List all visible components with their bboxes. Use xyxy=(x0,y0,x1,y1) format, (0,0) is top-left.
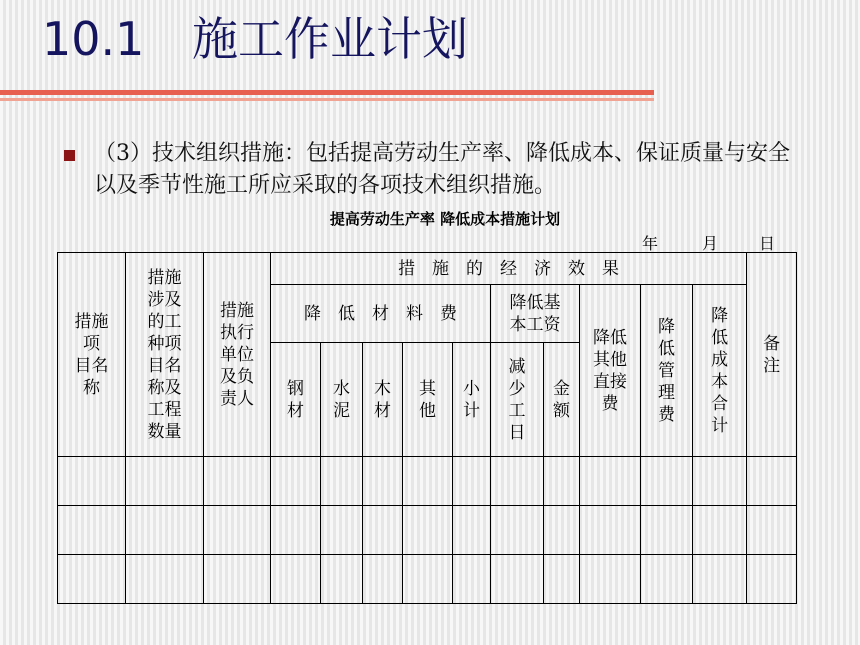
table-cell xyxy=(693,555,747,604)
table-cell xyxy=(321,457,363,506)
table-cell xyxy=(271,555,321,604)
date-year: 年 xyxy=(642,234,659,253)
header-remarks: 备 注 xyxy=(747,253,797,457)
table-cell xyxy=(580,457,641,506)
table-cell xyxy=(544,506,580,555)
table-cell xyxy=(271,457,321,506)
header-total-cost-reduction: 降 低 成 本 合 计 xyxy=(693,285,747,457)
bullet-square-icon xyxy=(64,150,75,161)
table-cell xyxy=(403,457,453,506)
table-cell xyxy=(403,555,453,604)
section-number: 10.1 xyxy=(42,12,145,66)
slide-title xyxy=(42,2,468,76)
header-item-name: 措施 项 目名 称 xyxy=(58,253,126,457)
table-cell xyxy=(641,457,693,506)
title-underline-light xyxy=(0,98,654,101)
table-cell xyxy=(544,457,580,506)
date-month: 月 xyxy=(702,234,719,253)
table-cell xyxy=(403,506,453,555)
header-cement: 水 泥 xyxy=(321,343,363,457)
table-cell xyxy=(126,506,204,555)
measures-plan-table xyxy=(57,252,797,604)
table-cell xyxy=(363,555,403,604)
table-cell xyxy=(580,555,641,604)
table-title: 提高劳动生产率 降低成本措施计划 xyxy=(329,210,561,228)
table-cell xyxy=(271,506,321,555)
header-labor-cost: 降低基 本工资 xyxy=(491,285,580,343)
table-cell xyxy=(580,506,641,555)
table-cell xyxy=(747,506,797,555)
table-cell xyxy=(321,506,363,555)
table-cell xyxy=(641,506,693,555)
table-cell xyxy=(204,506,271,555)
table-cell xyxy=(747,457,797,506)
table-cell xyxy=(491,506,544,555)
table-cell xyxy=(491,555,544,604)
table-row xyxy=(58,506,797,555)
table-cell xyxy=(363,506,403,555)
section-title: 施工作业计划 xyxy=(192,12,468,66)
table-cell xyxy=(747,555,797,604)
table-cell xyxy=(544,555,580,604)
table-row xyxy=(58,457,797,506)
table-cell xyxy=(58,457,126,506)
header-steel: 钢 材 xyxy=(271,343,321,457)
table-cell xyxy=(363,457,403,506)
table-cell xyxy=(204,555,271,604)
header-management-fee: 降 低 管 理 费 xyxy=(641,285,693,457)
table-cell xyxy=(641,555,693,604)
table-cell xyxy=(204,457,271,506)
header-executor: 措施 执行 单位 及负 责人 xyxy=(204,253,271,457)
table-cell xyxy=(58,506,126,555)
header-reduced-workdays: 减 少 工 日 xyxy=(491,343,544,457)
table-cell xyxy=(693,457,747,506)
table-cell xyxy=(453,506,491,555)
table-cell xyxy=(491,457,544,506)
table-cell xyxy=(693,506,747,555)
date-day: 日 xyxy=(759,234,776,253)
header-subtotal: 小 计 xyxy=(453,343,491,457)
table-cell xyxy=(321,555,363,604)
table-cell xyxy=(453,555,491,604)
header-other-direct-cost: 降低 其他 直接 费 xyxy=(580,285,641,457)
header-economic-effect: 措 施 的 经 济 效 果 xyxy=(271,253,747,285)
bullet-paragraph: （3）技术组织措施：包括提高劳动生产率、降低成本、保证质量与安全以及季节性施工所应采取的各项技术组织措施。 xyxy=(94,141,790,198)
table-row xyxy=(58,555,797,604)
title-underline xyxy=(0,90,654,95)
header-scope: 措施 涉及 的工 种项 目名 称及 工程 数量 xyxy=(126,253,204,457)
header-amount: 金 额 xyxy=(544,343,580,457)
header-material-cost: 降 低 材 料 费 xyxy=(271,285,491,343)
table-cell xyxy=(126,555,204,604)
header-other: 其 他 xyxy=(403,343,453,457)
header-timber: 木 材 xyxy=(363,343,403,457)
table-cell xyxy=(453,457,491,506)
table-cell xyxy=(58,555,126,604)
table-cell xyxy=(126,457,204,506)
